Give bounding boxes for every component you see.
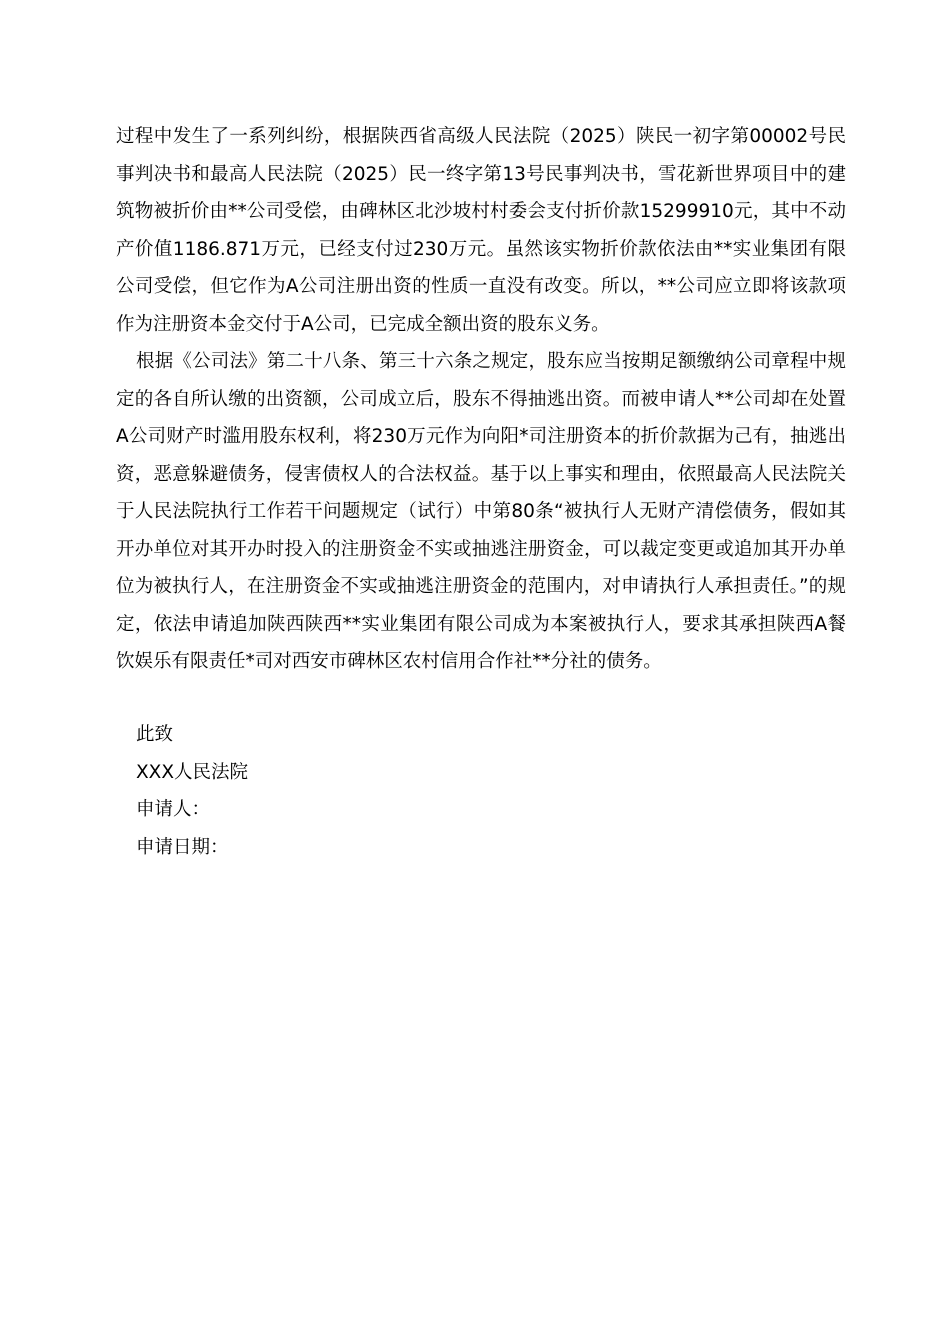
paragraph-legal-basis: 根据《公司法》第二十八条、第三十六条之规定，股东应当按期足额缴纳公司章程中规定的各自所认缴的出资额，公司成立后，股东不得抽逃出资。而被申请人**公司却在处置A公司财产时滥用股东权利，将230万元作为向阳*司注册资本的折价款据为己有，抽逃出资，恶意躲避债务，侵害债权人的合法权益。基于以上事实和理由，依照最高人民法院关于人民法院执行工作若干问题规定（试行）中第80条“被执行人无财产清偿债务，假如其开办单位对其开办时投入的注册资金不实或抽逃注册资金，可以裁定变更或追加其开办单位为被执行人，在注册资金不实或抽逃注册资金的范围内，对申请执行人承担责任。”的规定，依法申请追加陕西陕西**实业集团有限公司成为本案被执行人，要求其承担陕西A餐饮娱乐有限责任*司对西安市碑林区农村信用合作社**分社的债务。 (116, 351, 846, 672)
closing-block (136, 716, 736, 866)
court-name: XXX人民法院 (136, 761, 249, 783)
salutation: 此致 (136, 724, 174, 745)
document-body (116, 118, 846, 681)
date-label: 申请日期： (136, 836, 229, 858)
applicant-label: 申请人： (136, 799, 211, 820)
paragraph-dispute: 过程中发生了一系列纠纷，根据陕西省高级人民法院（2025）陕民一初字第00002号民事判决书和最高人民法院（2025）民一终字第13号民事判决书，雪花新世界项目中的建筑物被折价由**公司受偿，由碑林区北沙坡村村委会支付折价款15299910元，其中不动产价值1186.871万元，已经支付过230万元。虽然该实物折价款依法由**实业集团有限公司受偿，但它作为A公司注册出资的性质一直没有改变。所以，**公司应立即将该款项作为注册资本金交付于A公司，已完成全额出资的股东义务。 (116, 126, 846, 335)
